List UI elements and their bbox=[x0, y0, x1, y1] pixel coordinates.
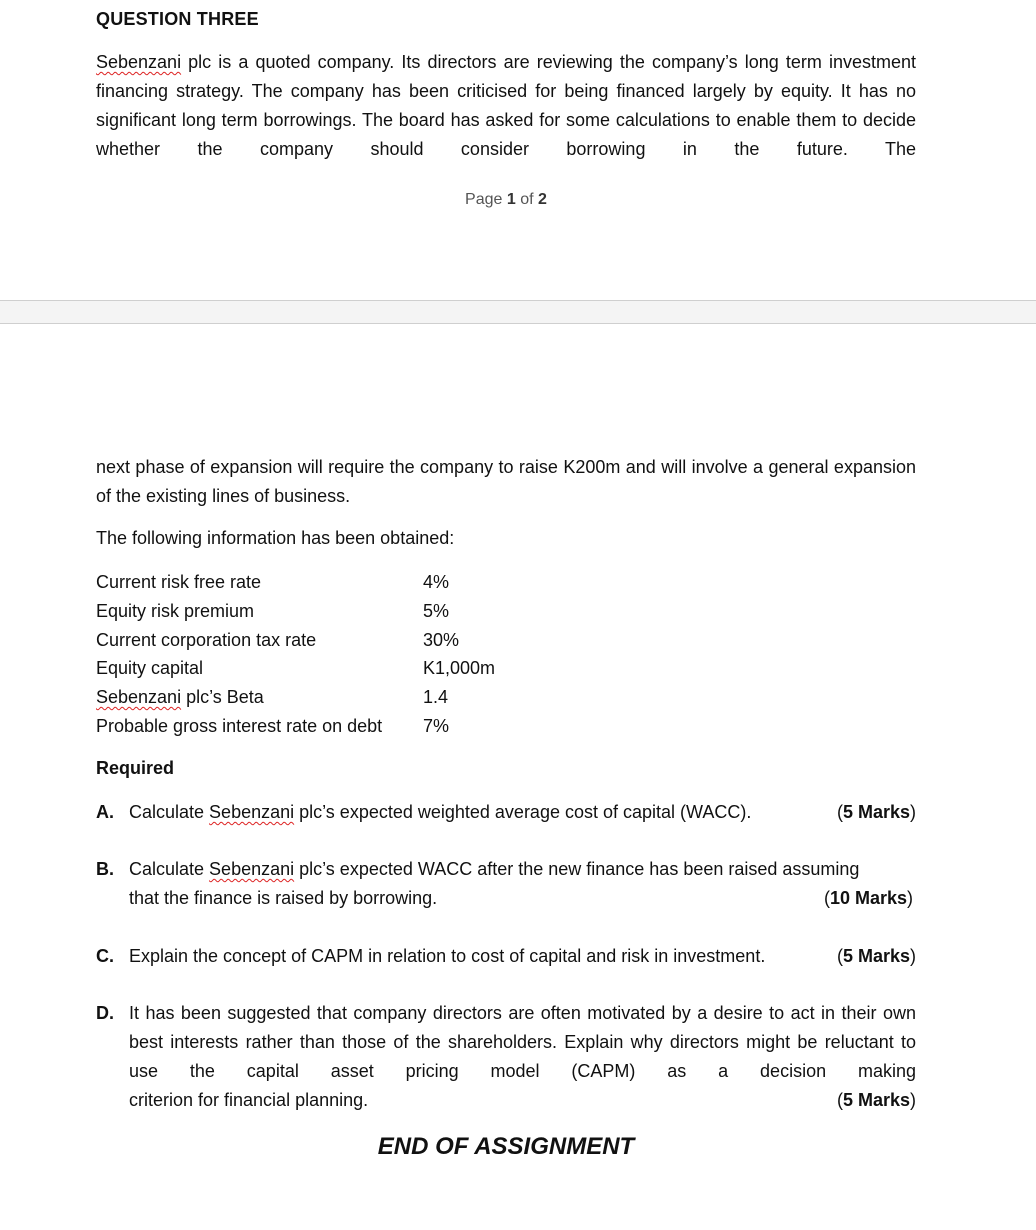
marks-label: (5 Marks) bbox=[836, 1090, 916, 1110]
question-d bbox=[96, 999, 916, 1115]
intro-paragraph-1: Sebenzani plc is a quoted company. Its directors are reviewing the company’s long term investment financing strategy. The company has been criticised for being financed largely by equity. It has no significant long term borrowings. The board has asked for some calculations to enable them to decide whether the company should consider borrowing in the future. The bbox=[96, 52, 916, 159]
marks-value: 5 Marks bbox=[842, 946, 910, 966]
question-body bbox=[129, 942, 916, 971]
info-value: 1.4 bbox=[423, 687, 449, 708]
question-text-line-2: that the finance is raised by borrowing. bbox=[129, 888, 438, 908]
page-1-bottom bbox=[0, 0, 1036, 300]
question-text: Explain the concept of CAPM in relation to cost of capital and risk in investment. bbox=[129, 946, 766, 966]
info-label: Current corporation tax rate bbox=[96, 629, 317, 650]
marks-value: 10 Marks bbox=[829, 888, 907, 908]
marks-label: (10 Marks) bbox=[823, 888, 913, 908]
question-b bbox=[96, 855, 916, 913]
spellcheck-word: Sebenzani bbox=[96, 687, 182, 708]
info-value: 4% bbox=[423, 572, 450, 592]
question-text-line-2-row bbox=[129, 884, 916, 913]
marks-label: (5 Marks) bbox=[836, 802, 916, 822]
question-body bbox=[129, 798, 916, 827]
marks-label: (5 Marks) bbox=[836, 946, 916, 966]
question-text-line-1: Calculate Sebenzani plc’s expected WACC after the new finance has been raised assuming bbox=[129, 859, 860, 879]
question-c bbox=[96, 942, 916, 971]
page-number-total: 2 bbox=[538, 191, 547, 208]
marks-value: 5 Marks bbox=[842, 1090, 910, 1110]
marks-value: 5 Marks bbox=[842, 802, 910, 822]
info-label: Current risk free rate bbox=[96, 572, 262, 592]
required-title: Required bbox=[96, 758, 175, 778]
question-text-main: It has been suggested that company directors are often motivated by a desire to act in their own best interests rather than those of the shareholders. Explain why directors might be reluctant to use the capital asset pricing model (CAPM) as a decision making bbox=[129, 1003, 916, 1081]
spellcheck-word: Sebenzani bbox=[209, 802, 295, 822]
info-value: 30% bbox=[423, 629, 460, 650]
info-label: Sebenzani plc’s Beta bbox=[96, 687, 264, 708]
question-letter: D. bbox=[96, 1003, 114, 1023]
intro-paragraph-2: next phase of expansion will require the company to raise K200m and will involve a general expansion of the existing lines of business. bbox=[96, 457, 916, 506]
page-number-prefix: Page bbox=[465, 191, 503, 208]
question-body bbox=[129, 999, 916, 1115]
question-text-last: criterion for financial planning. bbox=[129, 1090, 369, 1110]
info-value: K1,000m bbox=[423, 658, 496, 679]
spellcheck-word: Sebenzani bbox=[209, 859, 295, 879]
page-number bbox=[0, 191, 1012, 209]
info-intro: The following information has been obtained: bbox=[96, 528, 455, 548]
question-letter: A. bbox=[96, 802, 114, 822]
question-a bbox=[96, 798, 916, 827]
end-of-assignment: END OF ASSIGNMENT bbox=[377, 1133, 635, 1160]
question-text-last-row bbox=[129, 1086, 916, 1115]
page-number-current: 1 bbox=[506, 191, 516, 208]
page-number-of: of bbox=[520, 191, 534, 208]
page-break-gap bbox=[0, 300, 1036, 324]
info-label: Equity risk premium bbox=[96, 600, 255, 621]
spellcheck-word: Sebenzani bbox=[96, 52, 182, 72]
info-label: Equity capital bbox=[96, 658, 204, 679]
question-letter: C. bbox=[96, 946, 114, 966]
question-heading: QUESTION THREE bbox=[96, 9, 259, 29]
info-value: 5% bbox=[423, 600, 450, 621]
question-body bbox=[129, 855, 916, 913]
question-text: Calculate Sebenzani plc’s expected weighted average cost of capital (WACC). bbox=[129, 802, 752, 822]
info-label: Probable gross interest rate on debt bbox=[96, 715, 383, 736]
question-letter: B. bbox=[96, 859, 114, 879]
info-value: 7% bbox=[423, 715, 450, 736]
